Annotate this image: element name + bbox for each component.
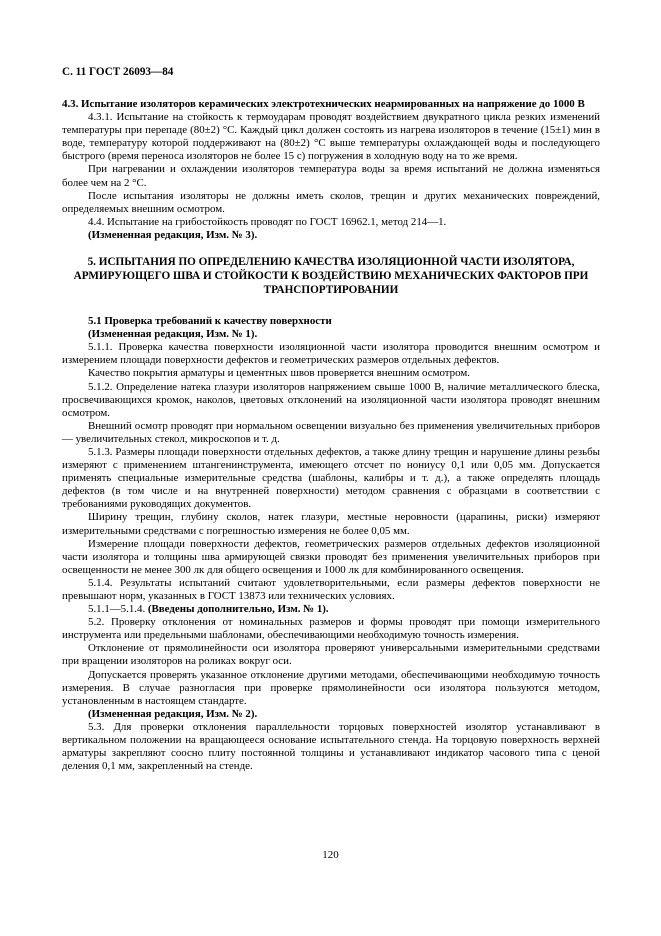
- paragraph: 4.4. Испытание на грибостойкость проводят по ГОСТ 16962.1, метод 214—1.: [88, 215, 447, 228]
- document-body: [62, 98, 600, 773]
- page-number: 120: [322, 849, 339, 861]
- subsection-heading: 5.1 Проверка требований к качеству поверхности: [88, 315, 332, 328]
- paragraph: 5.1.3. Размеры площади поверхности отдельных дефектов, а также длину трещин и нарушение длины резьбы измеряют с применением штангенинструмента, имеющего отсчет по нониусу 0,1 или 0,05 мм. Допускается применять специальные измерительные средства (шаблоны, калибры и т. д.), а также определять площадь дефектов (в том числе и на внутренней поверхности) методом сравнения с образцами в соответствии с требованиями руководящих документов.: [62, 445, 600, 511]
- amendment-label: (Введены дополнительно, Изм. № 1).: [147, 603, 329, 616]
- paragraph: 5.1.4. Результаты испытаний считают удовлетворительными, если размеры дефектов поверхности не превышают норм, указанных в ГОСТ 13873 или технических условиях.: [62, 576, 600, 602]
- amendment-note: [62, 603, 600, 616]
- paragraph: 4.3.1. Испытание на стойкость к термоударам проводят воздействием двукратного цикла резких изменений температуры при перепаде (80±2) °С. Каждый цикл должен состоять из нагрева изоляторов в течение (15±1) мин в воде, температуру которой поддерживают на (80±2) °С выше температуры охлаждающей воды и последующего быстрого (время переноса изоляторов не более 15 с) погружения в холодную воду на то же время.: [62, 111, 600, 163]
- paragraph: После испытания изоляторы не должны иметь сколов, трещин и других механических повреждений, определяемых внешним осмотром.: [62, 189, 600, 215]
- amendment-note: (Измененная редакция, Изм. № 1).: [88, 328, 258, 341]
- paragraph: При нагревании и охлаждении изоляторов температура воды за время испытаний не должна изменяться более чем на 2 °С.: [62, 163, 600, 189]
- paragraph: Допускается проверять указанное отклонение другими методами, обеспечивающими необходимую точность измерения. В случае разногласия при проверке прямолинейности оси изолятора пользуются методом, установленным в настоящем стандарте.: [62, 668, 600, 707]
- paragraph: Измерение площади поверхности дефектов, геометрических размеров отдельных дефектов изоляционной части изолятора и толщины шва армирующей связки проводят без применения увеличительных приборов при освещенности не менее 300 лк для общего освещения и 1000 лк для комбинированного освещения.: [62, 537, 600, 576]
- paragraph: Внешний осмотр проводят при нормальном освещении визуально без применения увеличительных приборов — увеличительных стекол, микроскопов и т. д.: [62, 419, 600, 445]
- amendment-note: (Измененная редакция, Изм. № 3).: [88, 228, 258, 241]
- clause-range: 5.1.1—5.1.4.: [88, 603, 148, 616]
- amendment-note: (Измененная редакция, Изм. № 2).: [88, 707, 258, 720]
- section-title: 5. ИСПЫТАНИЯ ПО ОПРЕДЕЛЕНИЮ КАЧЕСТВА ИЗОЛЯЦИОННОЙ ЧАСТИ ИЗОЛЯТОРА, АРМИРУЮЩЕГО ШВА И СТОЙКОСТИ К ВОЗДЕЙСТВИЮ МЕХАНИЧЕСКИХ ФАКТОРОВ ПРИ ТРАНСПОРТИРОВАНИИ: [73, 256, 589, 297]
- page-header: С. 11 ГОСТ 26093—84: [62, 66, 174, 78]
- paragraph: 5.2. Проверку отклонения от номинальных размеров и формы проводят при помощи измерительного инструмента или предельными шаблонами, обеспечивающими необходимую точность измерения.: [62, 616, 600, 642]
- paragraph: Ширину трещин, глубину сколов, натек глазури, местные неровности (царапины, риски) измеряют измерительными средствами с погрешностью измерения не более 0,05 мм.: [62, 511, 600, 537]
- paragraph: 5.1.2. Определение натека глазури изоляторов напряжением свыше 1000 В, наличие металлического блеска, просвечивающихся кромок, наколов, цветовых отклонений на изоляционной части изолятора проводят внешним осмотром.: [62, 380, 600, 419]
- paragraph: Качество покрытия арматуры и цементных швов проверяется внешним осмотром.: [88, 367, 470, 380]
- subsection-heading: 4.3. Испытание изоляторов керамических электротехнических неармированных на напряжение до 1000 В: [62, 98, 585, 110]
- paragraph: 5.3. Для проверки отклонения параллельности торцовых поверхностей изолятор устанавливают в вертикальном положении на вращающееся основание испытательного стенда. На торцовую поверхность верхней арматуры закрепляют соосно плиту постоянной толщины и устанавливают индикатор часового типа с ценой деления 0,1 мм, закрепленный на стенде.: [62, 720, 600, 773]
- paragraph: Отклонение от прямолинейности оси изолятора проверяют универсальными измерительными средствами при вращении изоляторов на роликах вокруг оси.: [62, 642, 600, 668]
- paragraph: 5.1.1. Проверка качества поверхности изоляционной части изолятора проводится внешним осмотром и измерением площади поверхности дефектов и геометрических размеров отдельных дефектов.: [62, 341, 600, 367]
